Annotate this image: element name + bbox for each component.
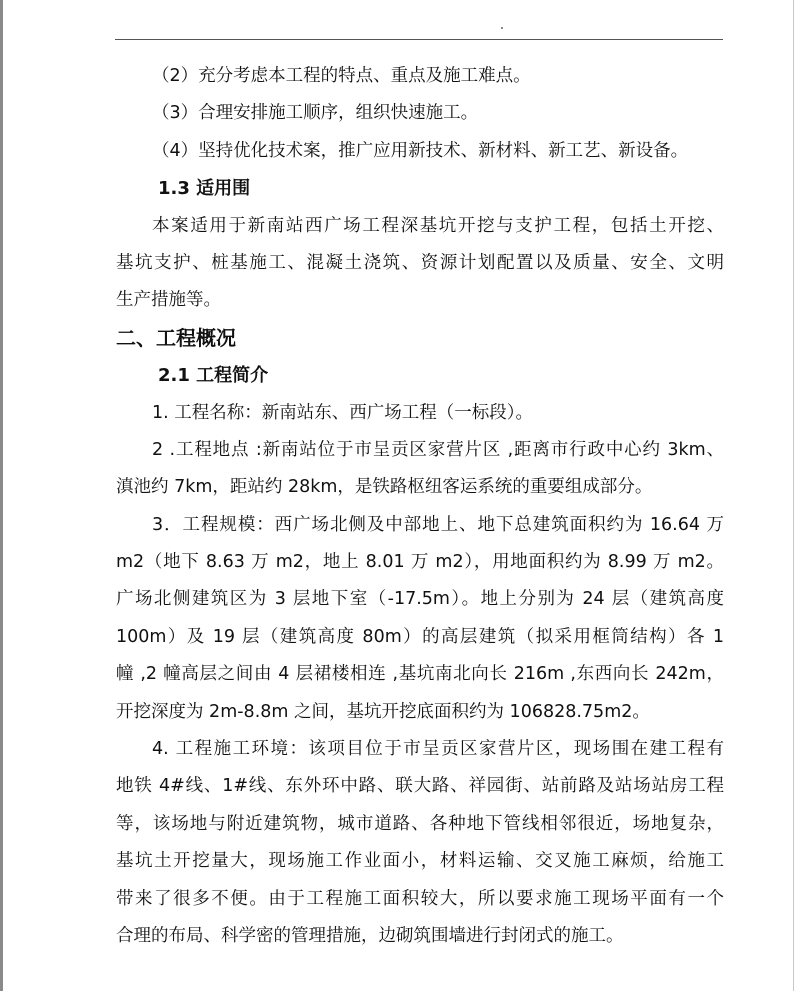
header-mark	[501, 27, 503, 29]
item-project-scale-line-3: 广场北侧建筑区为 3 层地下室（-17.5m）。地上分别为 24 层（建筑高度	[116, 589, 724, 610]
item-project-scale-line-6: 开挖深度为 2m-8.8m 之间，基坑开挖底面积约为 106828.75m2。	[116, 701, 650, 722]
section-heading-scope: 1.3 适用围	[158, 178, 251, 200]
list-item-principle-3: （3）合理安排施工顺序，组织快速施工。	[152, 103, 479, 124]
document-body	[116, 58, 724, 955]
header-rule	[115, 39, 723, 40]
item-project-scale-line-1: 3．工程规模：西广场北侧及中部地上、地下总建筑面积约为 16.64 万	[152, 514, 724, 535]
paragraph-scope-line-1: 本案适用于新南站西广场工程深基坑开挖与支护工程，包括土开挖、	[152, 215, 724, 236]
page-left-border	[0, 0, 3, 991]
paragraph-scope-line-3: 生产措施等。	[116, 290, 221, 311]
item-project-name: 1. 工程名称：新南站东、西广场工程（一标段）。	[152, 402, 534, 423]
list-item-principle-2: （2）充分考虑本工程的特点、重点及施工难点。	[152, 66, 531, 86]
item-project-location-line-1: 2 .工程地点 :新南站位于市呈贡区家营片区 ,距离市行政中心约 3km、	[152, 439, 724, 460]
item-environment-line-4: 基坑土开挖量大，现场施工作业面小，材料运输、交叉施工麻烦，给施工	[116, 851, 724, 872]
item-environment-line-6: 合理的布局、科学密的管理措施，边砌筑围墙进行封闭式的施工。	[116, 925, 624, 946]
item-project-scale-line-2: m2（地下 8.63 万 m2，地上 8.01 万 m2），用地面积约为 8.99 万 m2。	[116, 552, 724, 573]
item-project-location-line-2: 滇池约 7km，距站约 28km，是铁路枢纽客运系统的重要组成部分。	[116, 477, 653, 498]
item-environment-line-3: 等，该场地与附近建筑物，城市道路、各种地下管线相邻很近，场地复杂，	[116, 813, 724, 834]
paragraph-scope-line-2: 基坑支护、桩基施工、混凝土浇筑、资源计划配置以及质量、安全、文明	[116, 252, 724, 273]
section-heading-introduction: 2.1 工程简介	[158, 365, 269, 387]
item-project-scale-line-4: 100m）及 19 层（建筑高度 80m）的高层建筑（拟采用框筒结构）各 1	[116, 626, 724, 647]
item-project-scale-line-5: 幢 ,2 幢高层之间由 4 层裙楼相连 ,基坑南北向长 216m ,东西向长 242m，	[116, 664, 724, 685]
item-environment-line-1: 4. 工程施工环境：该项目位于市呈贡区家营片区，现场围在建工程有	[152, 739, 724, 760]
item-environment-line-2: 地铁 4#线、1#线、东外环中路、联大路、祥园街、站前路及站场站房工程	[116, 776, 724, 797]
chapter-heading-overview: 二、工程概况	[116, 325, 236, 350]
list-item-principle-4: （4）坚持优化技术案，推广应用新技术、新材料、新工艺、新设备。	[152, 140, 689, 161]
item-environment-line-5: 带来了很多不便。由于工程施工面积较大，所以要求施工现场平面有一个	[116, 888, 724, 909]
